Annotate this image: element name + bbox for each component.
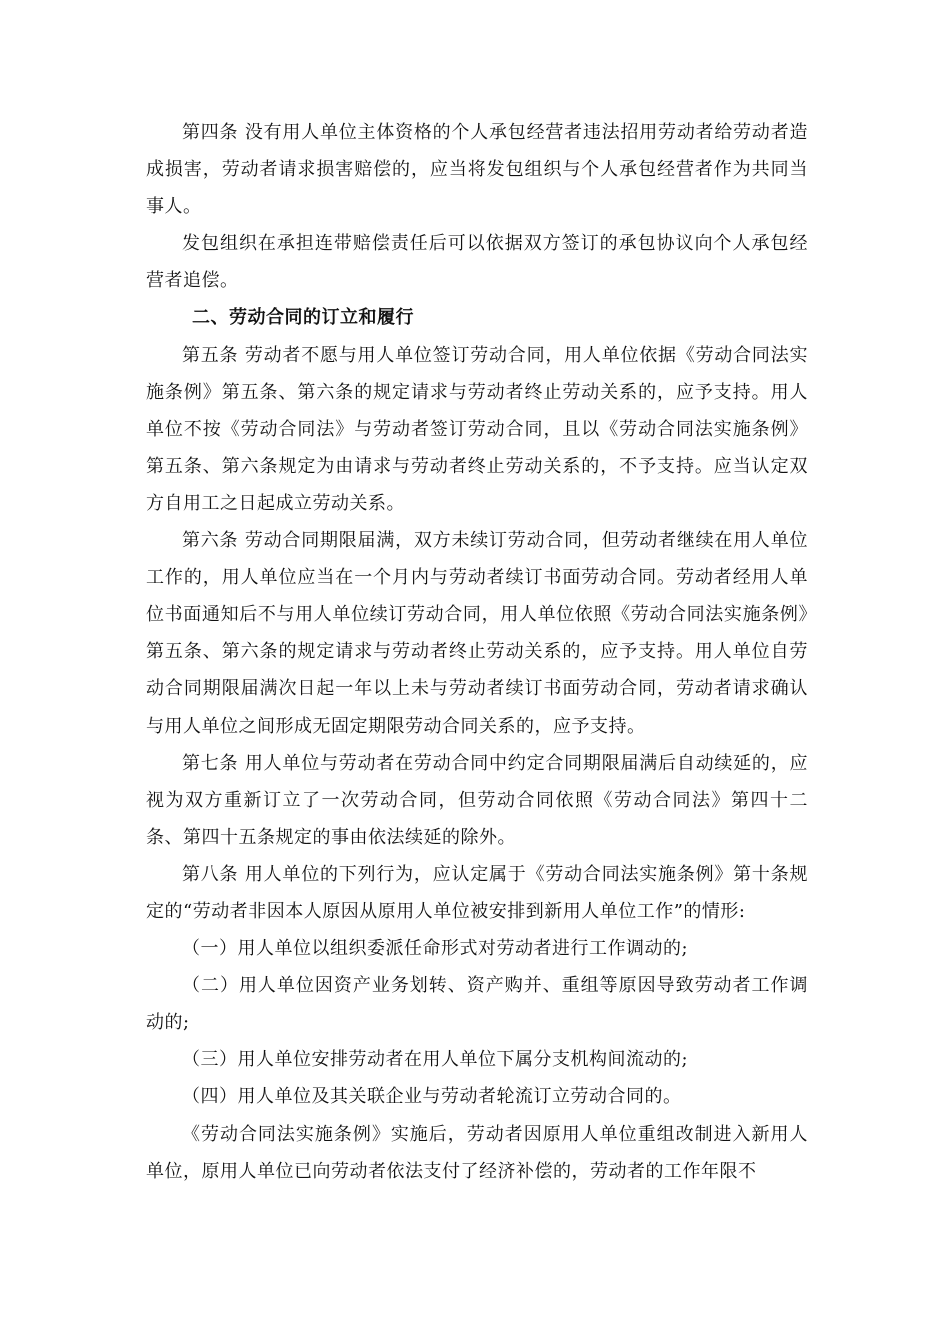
article-8-item-3: （三）用人单位安排劳动者在用人单位下属分支机构间流动的; — [182, 1049, 689, 1071]
article-8-item-2: （二）用人单位因资产业务划转、资产购并、重组等原因导致劳动者工作调动的; — [146, 975, 808, 1034]
article-6-paragraph: 第六条 劳动合同期限届满，双方未续订劳动合同，但劳动者继续在用人单位工作的，用人单位应当在一个月内与劳动者续订书面劳动合同。劳动者经用人单位书面通知后不与用人单位续订劳动合同，用人单位依照《劳动合同法实施条例》第五条、第六条的规定请求与劳动者终止劳动关系的，应予支持。用人单位自劳动合同期限届满次日起一年以上未与劳动者续订书面劳动合同，劳动者请求确认与用人单位之间形成无固定期限劳动合同关系的，应予支持。 — [146, 530, 808, 737]
article-8-item-1: （一）用人单位以组织委派任命形式对劳动者进行工作调动的; — [182, 938, 689, 960]
article-4-recourse-paragraph: 发包组织在承担连带赔偿责任后可以依据双方签订的承包协议向个人承包经营者追偿。 — [146, 233, 808, 292]
article-4-paragraph: 第四条 没有用人单位主体资格的个人承包经营者违法招用劳动者给劳动者造成损害，劳动者请求损害赔偿的，应当将发包组织与个人承包经营者作为共同当事人。 — [146, 122, 808, 218]
article-7-paragraph: 第七条 用人单位与劳动者在劳动合同中约定合同期限届满后自动续延的，应视为双方重新订立了一次劳动合同，但劳动合同依照《劳动合同法》第四十二条、第四十五条规定的事由依法续延的除外。 — [146, 752, 808, 848]
article-5-paragraph: 第五条 劳动者不愿与用人单位签订劳动合同，用人单位依据《劳动合同法实施条例》第五条、第六条的规定请求与劳动者终止劳动关系的，应予支持。用人单位不按《劳动合同法》与劳动者签订劳动合同，且以《劳动合同法实施条例》第五条、第六条规定为由请求与劳动者终止劳动关系的，不予支持。应当认定双方自用工之日起成立劳动关系。 — [146, 344, 808, 514]
article-8-paragraph: 第八条 用人单位的下列行为，应认定属于《劳动合同法实施条例》第十条规定的“劳动者非因本人原因从原用人单位被安排到新用人单位工作”的情形: — [146, 863, 808, 922]
article-8-item-4: （四）用人单位及其关联企业与劳动者轮流订立劳动合同的。 — [182, 1086, 682, 1108]
section-heading: 二、劳动合同的订立和履行 — [192, 307, 414, 329]
document-page — [146, 114, 808, 1190]
implementation-paragraph: 《劳动合同法实施条例》实施后，劳动者因原用人单位重组改制进入新用人单位，原用人单位已向劳动者依法支付了经济补偿的，劳动者的工作年限不 — [146, 1123, 808, 1182]
